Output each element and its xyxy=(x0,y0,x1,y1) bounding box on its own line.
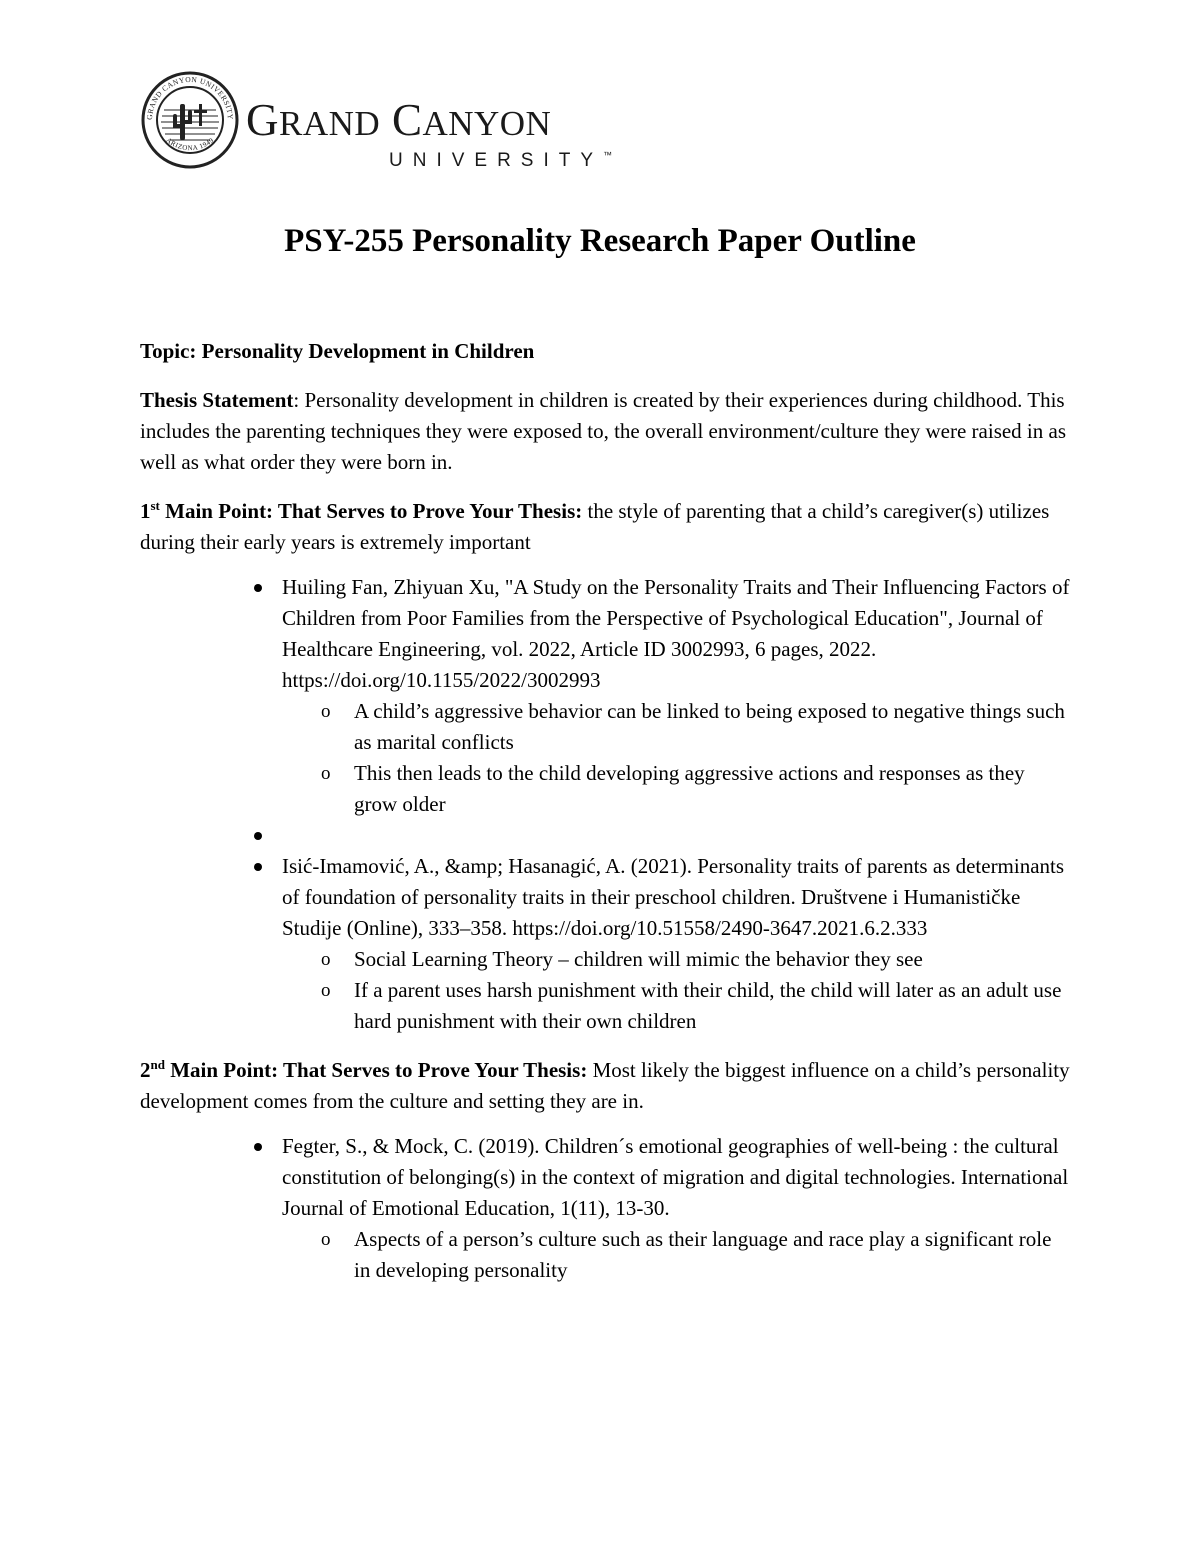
reference-item xyxy=(140,851,1070,1037)
reference-notes xyxy=(282,696,1070,820)
university-logo xyxy=(140,70,613,171)
note-item: o This then leads to the child developing aggressive actions and responses as they grow older xyxy=(282,758,1070,820)
note-item: o A child’s aggressive behavior can be linked to being exposed to negative things such as marital conflicts xyxy=(282,696,1070,758)
main-point-2-text: Most likely the biggest influence on a child’s personality development comes from the culture and setting they are in. xyxy=(140,1058,1070,1113)
reference-citation: Fegter, S., & Mock, C. (2019). Children´s emotional geographies of well-being : the cultural constitution of belonging(s) in the context of migration and digital technologies. International Journal of Emotional Education, 1(11), 13-30. xyxy=(282,1134,1069,1220)
reference-item xyxy=(140,572,1070,820)
svg-text:ARIZONA 1949: ARIZONA 1949 xyxy=(164,136,216,153)
note-item: o Aspects of a person’s culture such as their language and race play a significant role in developing personality xyxy=(282,1224,1070,1286)
reference-citation: Isić-Imamović, A., &amp; Hasanagić, A. (2021). Personality traits of parents as determinants of foundation of personality traits in their preschool children. Društvene i Humanističke Studije (Online), 333–358. https://doi.org/10.51558/2490-3647.2021.6.2.333 xyxy=(282,854,1065,940)
reference-item xyxy=(140,1131,1070,1286)
thesis-statement xyxy=(140,385,1070,478)
reference-notes xyxy=(282,944,1070,1037)
reference-citation: Huiling Fan, Zhiyuan Xu, "A Study on the Personality Traits and Their Influencing Factors of Children from Poor Families from the Perspective of Psychological Education", Journal of Healthcare Engineering, vol. 2022, Article ID 3002993, 6 pages, 2022. https://doi.org/10.1155/2022/3002993 xyxy=(282,575,1070,692)
thesis-text: : Personality development in children is created by their experiences during childhood. This includes the parenting techniques they were exposed to, the overall environment/culture they were raised in as well as what order they were born in. xyxy=(140,388,1067,474)
university-seal-icon xyxy=(140,70,240,170)
spacer xyxy=(140,1037,1070,1055)
document-title: PSY-255 Personality Research Paper Outline xyxy=(284,223,916,259)
main-point-1-text: the style of parenting that a child’s caregiver(s) utilizes during their early years is extremely important xyxy=(140,499,1050,554)
university-subtitle: UNIVERSITY™ xyxy=(389,150,613,171)
outline-body xyxy=(140,336,1070,1286)
spacer xyxy=(140,820,1070,851)
main-point-2-references xyxy=(140,1131,1070,1286)
note-item: o Social Learning Theory – children will mimic the behavior they see xyxy=(282,944,1070,975)
main-point-1-label: Main Point: That Serves to Prove Your Thesis: xyxy=(159,499,583,523)
note-item: o If a parent uses harsh punishment with their child, the child will later as an adult use hard punishment with their own children xyxy=(282,975,1070,1037)
main-point-1: 1st Main Point: That Serves to Prove Your Thesis: the style of parenting that a child’s caregiver(s) utilizes during their early years is extremely important xyxy=(140,498,1050,554)
main-point-1-references xyxy=(140,572,1070,1037)
topic-line: Topic: Personality Development in Children xyxy=(140,339,535,363)
main-point-2-label: Main Point: That Serves to Prove Your Thesis: xyxy=(164,1058,588,1082)
university-name: GRAND CANYON xyxy=(246,95,552,145)
svg-text:GRAND CANYON UNIVERSITY: GRAND CANYON UNIVERSITY xyxy=(144,74,236,121)
main-point-2: 2nd Main Point: That Serves to Prove Your Thesis: Most likely the biggest influence on a child’s personality development comes from the culture and setting they are in. xyxy=(140,1057,1070,1113)
reference-notes xyxy=(282,1224,1070,1286)
thesis-label: Thesis Statement xyxy=(140,388,294,412)
